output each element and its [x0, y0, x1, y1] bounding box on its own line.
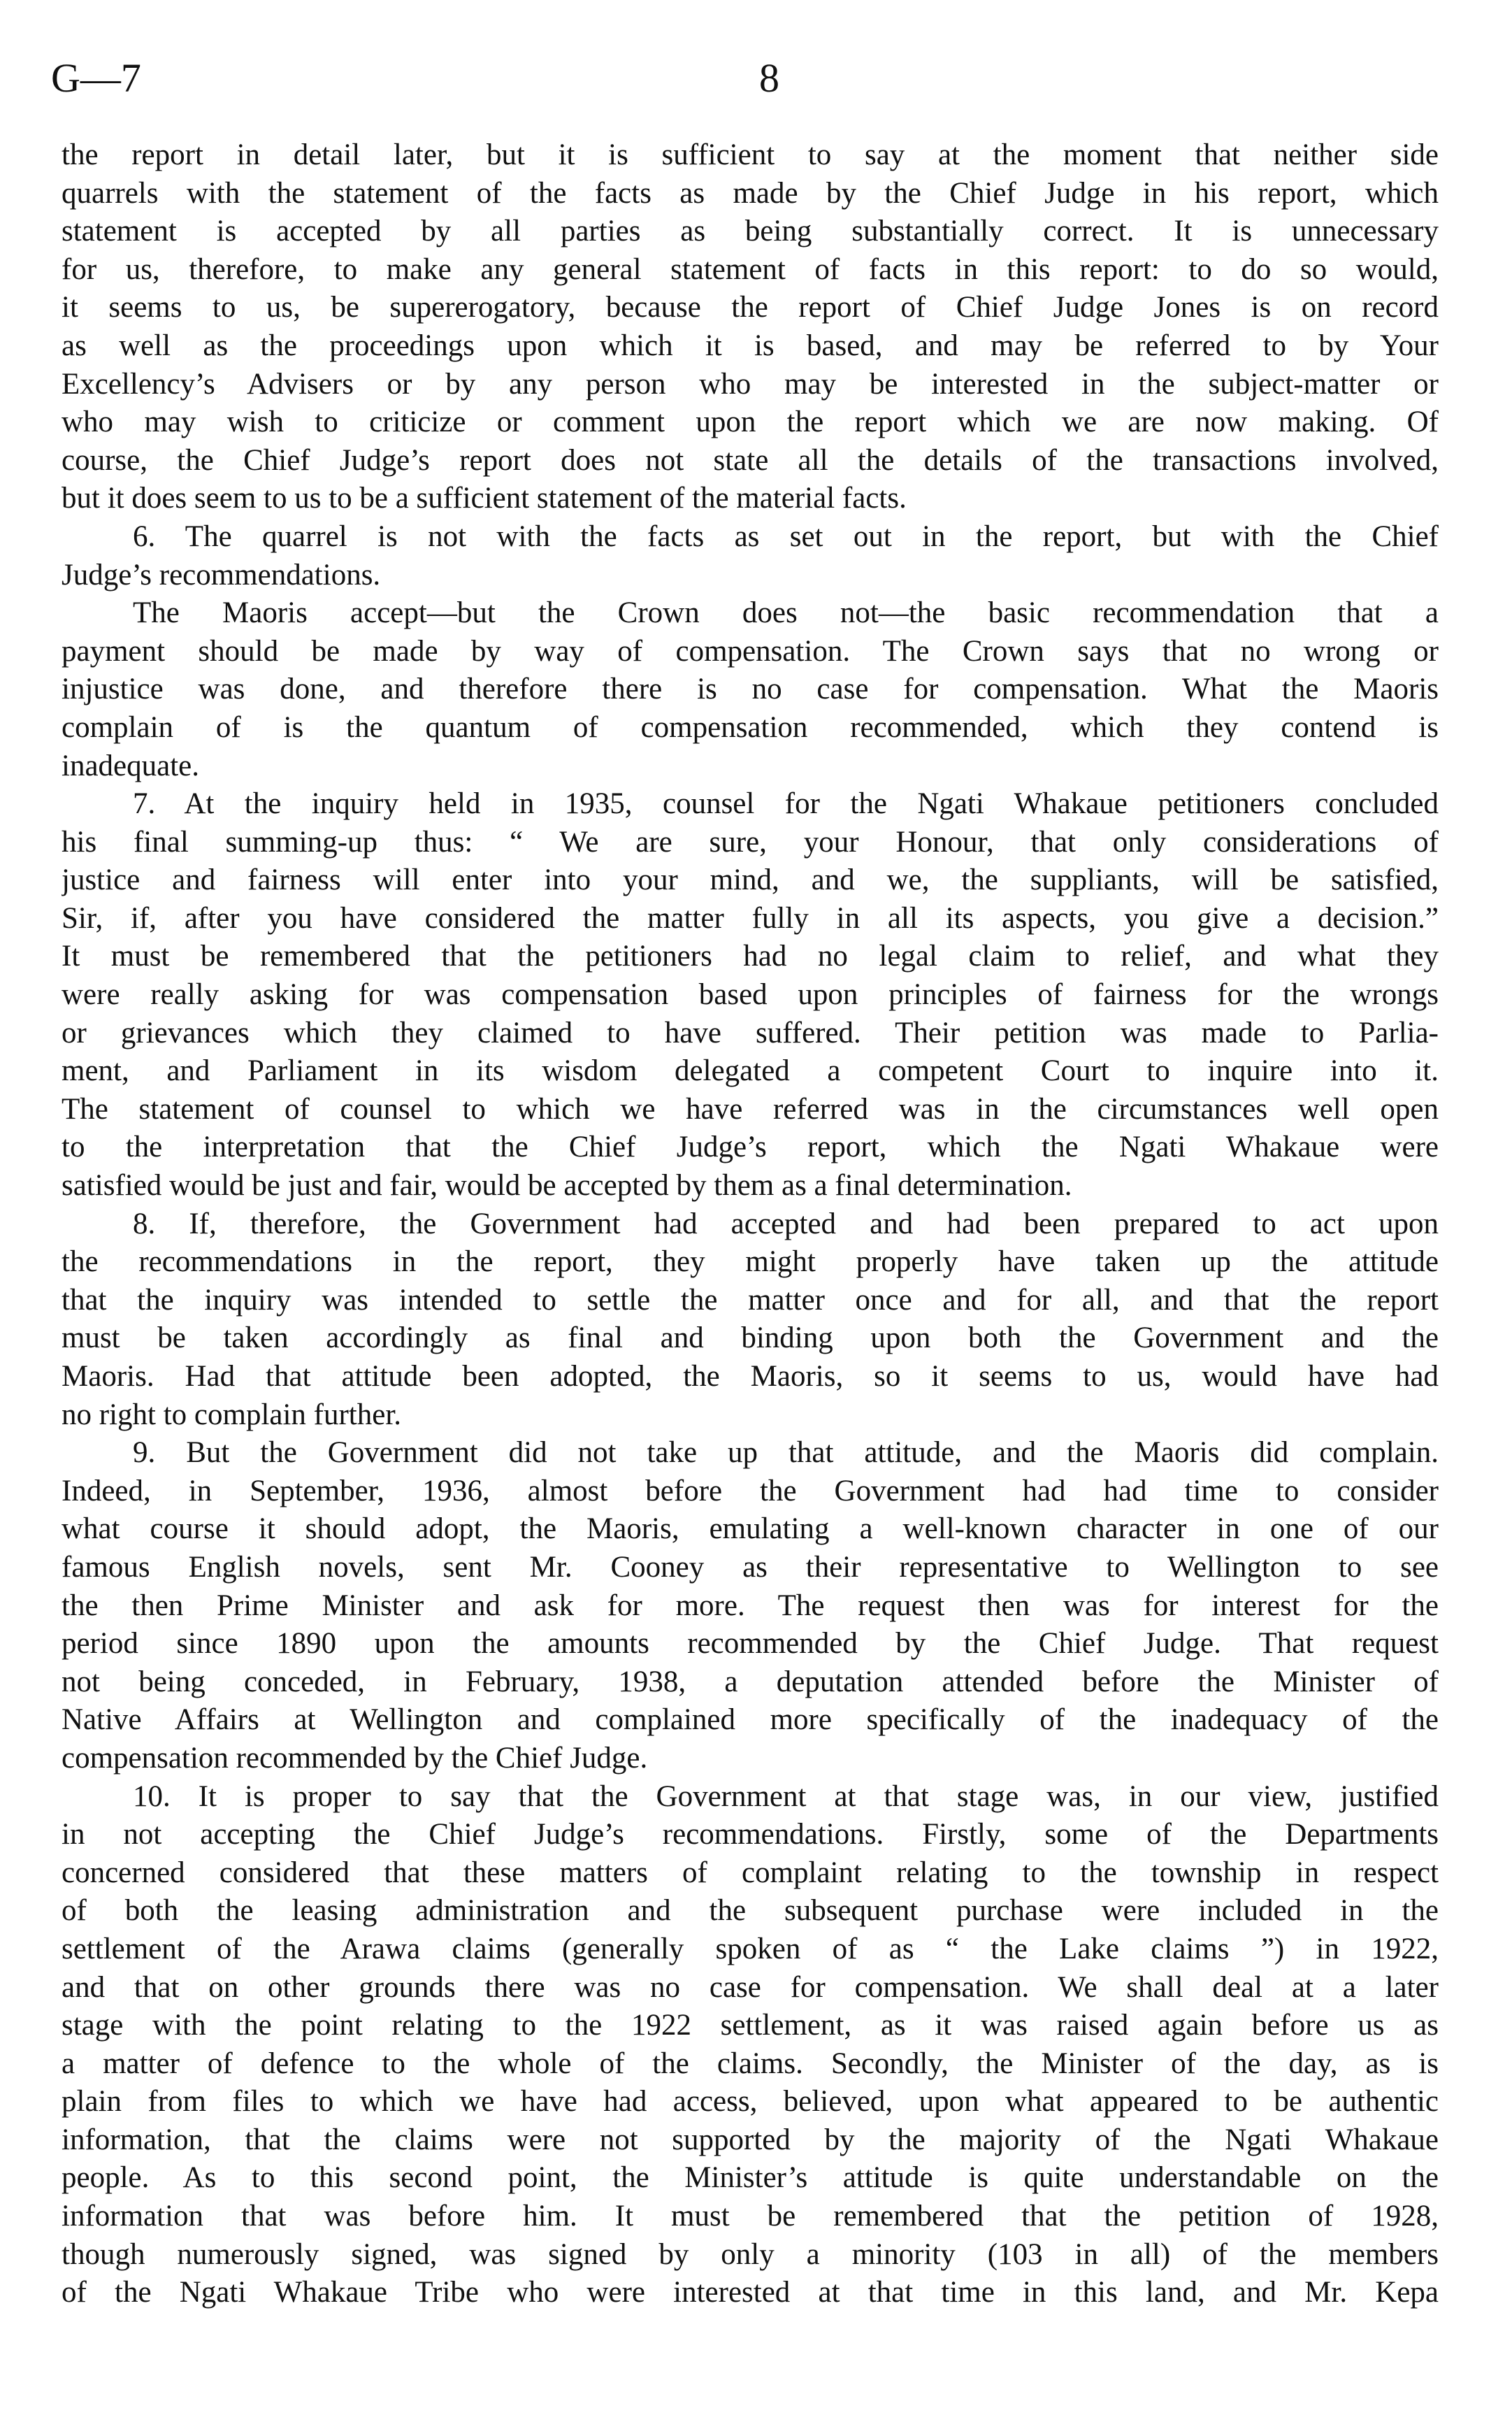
text-line: the report in detail later, but it is sufficient to say at the moment that neither side [62, 138, 1439, 171]
text-line: 9. But the Government did not take up that attitude, and the Maoris did complain. [133, 1436, 1439, 1470]
text-line: of the Ngati Whakaue Tribe who were interested at that time in this land, and Mr. Kepa [62, 2276, 1439, 2309]
text-line: course, the Chief Judge’s report does not state all the details of the transactions involved, [62, 443, 1439, 477]
text-line: famous English novels, sent Mr. Cooney as their representative to Wellington to see [62, 1550, 1439, 1584]
text-line: Excellency’s Advisers or by any person who may be interested in the subject-matter or [62, 367, 1439, 401]
text-line: who may wish to criticize or comment upon the report which we are now making. Of [62, 406, 1439, 439]
text-line: 6. The quarrel is not with the facts as set out in the report, but with the Chief [133, 519, 1439, 553]
text-line: 10. It is proper to say that the Government at that stage was, in our view, justified [133, 1779, 1439, 1813]
text-line: as well as the proceedings upon which it is based, and may be referred to by Your [62, 329, 1439, 362]
text-line: Native Affairs at Wellington and complained more specifically of the inadequacy of the [62, 1703, 1439, 1737]
text-line: that the inquiry was intended to settle the matter once and for all, and that the report [62, 1283, 1439, 1317]
text-line: a matter of defence to the whole of the claims. Secondly, the Minister of the day, as is [62, 2047, 1439, 2080]
text-line: his final summing-up thus: “ We are sure, your Honour, that only considerations of [62, 825, 1439, 859]
text-line: plain from files to which we have had access, believed, upon what appeared to be authentic [62, 2085, 1439, 2119]
text-line: though numerously signed, was signed by only a minority (103 in all) of the members [62, 2237, 1439, 2271]
text-line: the recommendations in the report, they might properly have taken up the attitude [62, 1245, 1439, 1279]
text-line: people. As to this second point, the Minister’s attitude is quite understandable on the [62, 2161, 1439, 2195]
text-line: information that was before him. It must be remembered that the petition of 1928, [62, 2200, 1439, 2233]
text-line: Sir, if, after you have considered the matter fully in all its aspects, you give a decision.” [62, 901, 1439, 935]
text-line: stage with the point relating to the 1922 settlement, as it was raised again before us as [62, 2009, 1439, 2042]
text-line: in not accepting the Chief Judge’s recommendations. Firstly, some of the Departments [62, 1818, 1439, 1851]
text-line: quarrels with the statement of the facts as made by the Chief Judge in his report, which [62, 176, 1439, 210]
text-line: Indeed, in September, 1936, almost before the Government had had time to consider [62, 1474, 1439, 1507]
text-line: Maoris. Had that attitude been adopted, the Maoris, so it seems to us, would have had [62, 1360, 1439, 1393]
text-line: it seems to us, be supererogatory, because the report of Chief Judge Jones is on record [62, 291, 1439, 324]
text-line: for us, therefore, to make any general statement of facts in this report: to do so would, [62, 252, 1439, 286]
text-line: the then Prime Minister and ask for more. The request then was for interest for the [62, 1589, 1439, 1622]
text-line: no right to complain further. [62, 1398, 402, 1431]
page-reference: G—7 [51, 55, 141, 101]
text-line: injustice was done, and therefore there is no case for compensation. What the Maoris [62, 673, 1439, 706]
text-line: not being conceded, in February, 1938, a deputation attended before the Minister of [62, 1665, 1439, 1698]
text-line: The statement of counsel to which we have referred was in the circumstances well open [62, 1092, 1439, 1126]
text-line: of both the leasing administration and the subsequent purchase were included in the [62, 1894, 1439, 1928]
text-line: period since 1890 upon the amounts recommended by the Chief Judge. That request [62, 1627, 1439, 1661]
page-header [51, 50, 1463, 113]
text-line: It must be remembered that the petitioners had no legal claim to relief, and what they [62, 940, 1439, 973]
text-line: statement is accepted by all parties as being substantially correct. It is unnecessary [62, 215, 1439, 248]
text-line: information, that the claims were not supported by the majority of the Ngati Whakaue [62, 2123, 1439, 2156]
text-line: but it does seem to us to be a sufficient statement of the material facts. [62, 482, 907, 515]
page-number: 8 [759, 55, 779, 101]
text-line: inadequate. [62, 749, 199, 782]
body-text [62, 136, 1439, 2312]
text-line: to the interpretation that the Chief Judge’s report, which the Ngati Whakaue were [62, 1131, 1439, 1164]
text-line: ment, and Parliament in its wisdom delegated a competent Court to inquire into it. [62, 1054, 1439, 1088]
text-line: The Maoris accept—but the Crown does not—the basic recommendation that a [133, 596, 1439, 630]
text-line: what course it should adopt, the Maoris, emulating a well-known character in one of our [62, 1512, 1439, 1546]
text-line: compensation recommended by the Chief Judge. [62, 1741, 648, 1775]
text-line: must be taken accordingly as final and binding upon both the Government and the [62, 1321, 1439, 1355]
text-line: concerned considered that these matters of complaint relating to the township in respect [62, 1856, 1439, 1889]
text-line: satisfied would be just and fair, would be accepted by them as a final determination. [62, 1169, 1072, 1203]
text-line: justice and fairness will enter into your mind, and we, the suppliants, will be satisfied, [62, 863, 1439, 897]
text-line: payment should be made by way of compensation. The Crown says that no wrong or [62, 634, 1439, 668]
text-line: settlement of the Arawa claims (generally spoken of as “ the Lake claims ”) in 1922, [62, 1932, 1439, 1965]
text-line: or grievances which they claimed to have suffered. Their petition was made to Parlia- [62, 1016, 1439, 1049]
text-line: 7. At the inquiry held in 1935, counsel for the Ngati Whakaue petitioners concluded [133, 787, 1439, 821]
text-line: Judge’s recommendations. [62, 558, 381, 592]
text-line: were really asking for was compensation based upon principles of fairness for the wrongs [62, 978, 1439, 1012]
text-line: complain of is the quantum of compensation recommended, which they contend is [62, 710, 1439, 744]
text-line: and that on other grounds there was no case for compensation. We shall deal at a later [62, 1970, 1439, 2004]
text-line: 8. If, therefore, the Government had accepted and had been prepared to act upon [133, 1207, 1439, 1240]
